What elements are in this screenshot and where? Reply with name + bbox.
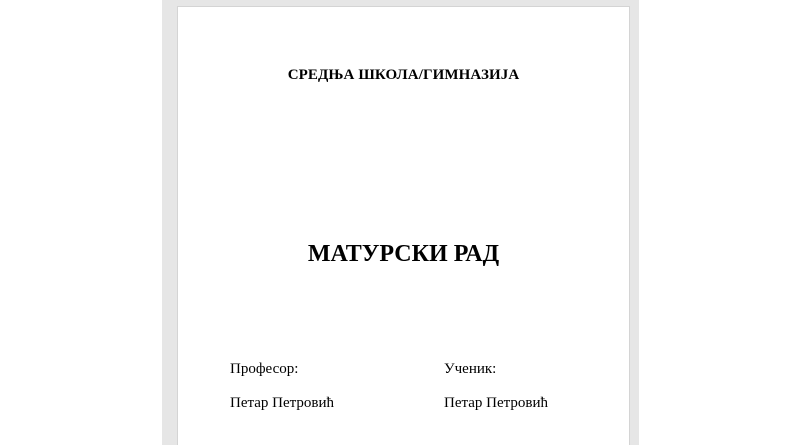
- document-page[interactable]: [177, 6, 630, 445]
- school-heading: СРЕДЊА ШКОЛА/ГИМНАЗИЈА: [287, 67, 520, 83]
- professor-label: Професор:: [230, 361, 299, 377]
- student-label: Ученик:: [444, 361, 497, 377]
- document-title: МАТУРСКИ РАД: [307, 241, 500, 267]
- student-name: Петар Петровић: [444, 395, 548, 411]
- professor-name: Петар Петровић: [230, 395, 334, 411]
